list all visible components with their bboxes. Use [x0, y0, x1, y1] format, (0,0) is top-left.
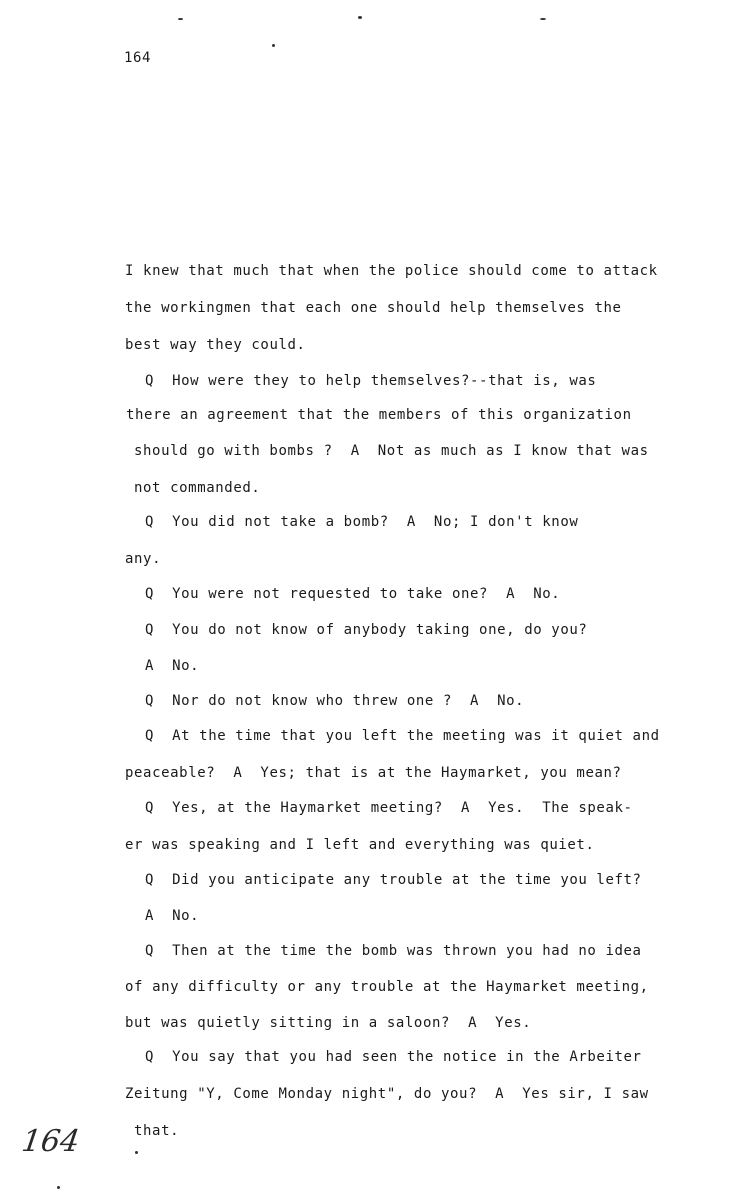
text-line: er was speaking and I left and everything was quiet. [125, 837, 595, 853]
text-line: best way they could. [125, 337, 306, 353]
handwritten-page-number: 164 [19, 1124, 82, 1159]
ink-speck [272, 44, 275, 47]
text-line: that. [134, 1123, 180, 1139]
text-line: not commanded. [134, 480, 261, 496]
text-line: the workingmen that each one should help themselves the [125, 300, 622, 316]
text-line: Q How were they to help themselves?--that is, was [145, 373, 597, 389]
ink-speck [178, 18, 183, 20]
text-line: I knew that much that when the police should come to attack [125, 263, 658, 279]
text-line: any. [125, 551, 162, 567]
text-line: Q Nor do not know who threw one ? A No. [145, 693, 525, 709]
text-line: Q You did not take a bomb? A No; I don't know [145, 514, 579, 530]
ink-speck [358, 16, 362, 19]
ink-speck [540, 18, 546, 20]
text-line: should go with bombs ? A Not as much as I know that was [134, 443, 649, 459]
text-line: Q At the time that you left the meeting was it quiet and [145, 728, 660, 744]
text-line: Q You do not know of anybody taking one, do you? [145, 622, 588, 638]
text-line: there an agreement that the members of this organization [126, 407, 632, 423]
ink-speck [135, 1151, 138, 1154]
text-line: Zeitung "Y, Come Monday night", do you? A Yes sir, I saw [125, 1086, 649, 1102]
text-line: Q Then at the time the bomb was thrown you had no idea [145, 943, 642, 959]
text-line: but was quietly sitting in a saloon? A Yes. [125, 1015, 532, 1031]
text-line: Q You say that you had seen the notice in the Arbeiter [145, 1049, 642, 1065]
text-line: A No. [145, 658, 200, 674]
text-line: Q You were not requested to take one? A No. [145, 586, 561, 602]
text-line: Q Did you anticipate any trouble at the time you left? [145, 872, 642, 888]
page-number: 164 [124, 50, 152, 66]
ink-speck [57, 1186, 60, 1189]
text-line: peaceable? A Yes; that is at the Haymarket, you mean? [125, 765, 622, 781]
text-line: Q Yes, at the Haymarket meeting? A Yes. The speak- [145, 800, 633, 816]
text-line: of any difficulty or any trouble at the Haymarket meeting, [125, 979, 649, 995]
text-line: A No. [145, 908, 200, 924]
